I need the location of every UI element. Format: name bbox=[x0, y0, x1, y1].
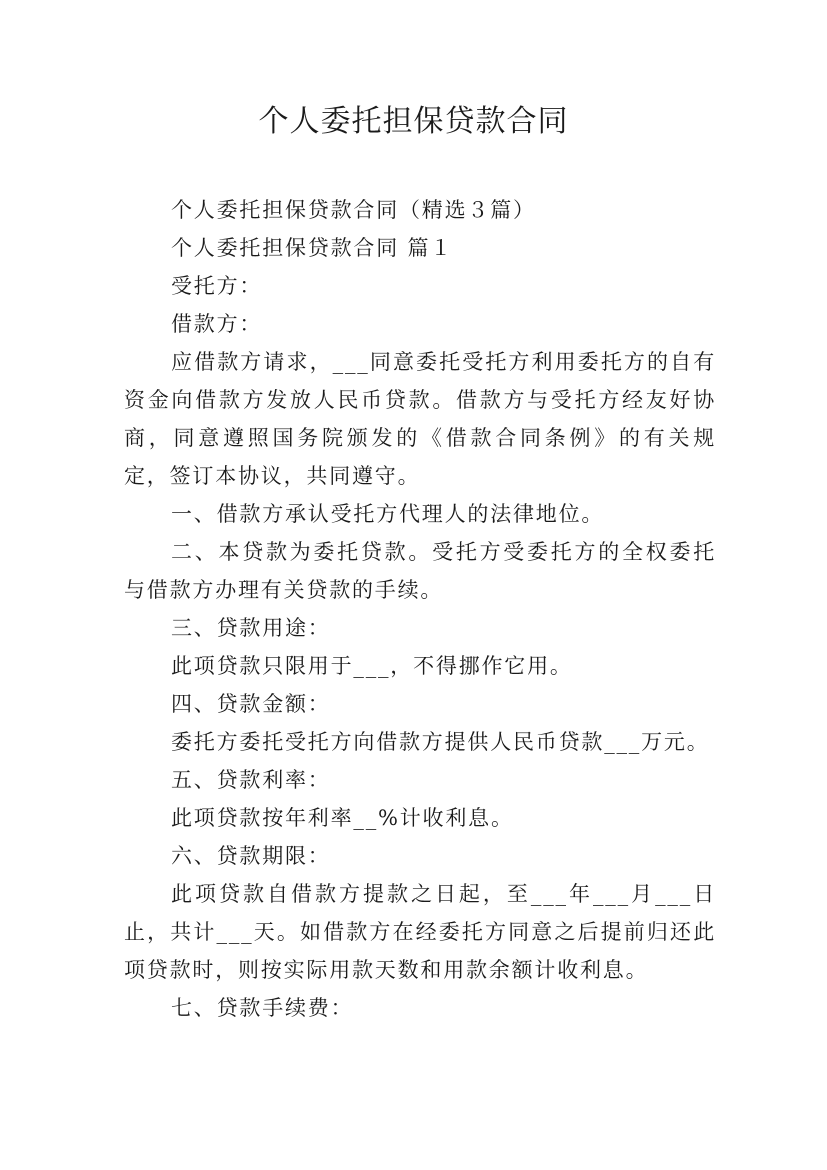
paragraph-clause-1: 一、借款方承认受托方代理人的法律地位。 bbox=[171, 502, 605, 526]
paragraph-clause-5-heading: 五、贷款利率： bbox=[171, 768, 331, 792]
paragraph-clause-2: 二、本贷款为委托贷款。受托方受委托方的全权委托与借款方办理有关贷款的手续。 bbox=[124, 540, 716, 602]
document-title: 个人委托担保贷款合同 bbox=[258, 104, 569, 139]
document-body bbox=[124, 191, 716, 1027]
paragraph-preamble: 应借款方请求，___同意委托受托方利用委托方的自有资金向借款方发放人民币贷款。借款方与受托方经友好协商，同意遵照国务院颁发的《借款合同条例》的有关规定，签订本协议，共同遵守。 bbox=[124, 350, 716, 488]
paragraph-clause-3-heading: 三、贷款用途： bbox=[171, 616, 331, 640]
paragraph-trustee: 受托方： bbox=[171, 274, 263, 298]
paragraph-clause-6-body: 此项贷款自借款方提款之日起，至___年___月___日止，共计___天。如借款方在经委托方同意之后提前归还此项贷款时，则按实际用款天数和用款余额计收利息。 bbox=[124, 882, 716, 982]
paragraph-clause-3-body: 此项贷款只限用于___，不得挪作它用。 bbox=[171, 654, 573, 678]
paragraph-clause-4-heading: 四、贷款金额： bbox=[171, 692, 331, 716]
paragraph-clause-6-heading: 六、贷款期限： bbox=[171, 844, 331, 868]
paragraph-subtitle: 个人委托担保贷款合同（精选３篇） bbox=[171, 198, 536, 222]
paragraph-borrower: 借款方： bbox=[171, 312, 263, 336]
paragraph-clause-5-body: 此项贷款按年利率__%计收利息。 bbox=[171, 806, 514, 830]
paragraph-part-heading: 个人委托担保贷款合同 篇１ bbox=[171, 236, 454, 260]
paragraph-clause-7-heading: 七、贷款手续费： bbox=[171, 996, 354, 1020]
paragraph-clause-4-body: 委托方委托受托方向借款方提供人民币贷款___万元。 bbox=[171, 730, 710, 754]
